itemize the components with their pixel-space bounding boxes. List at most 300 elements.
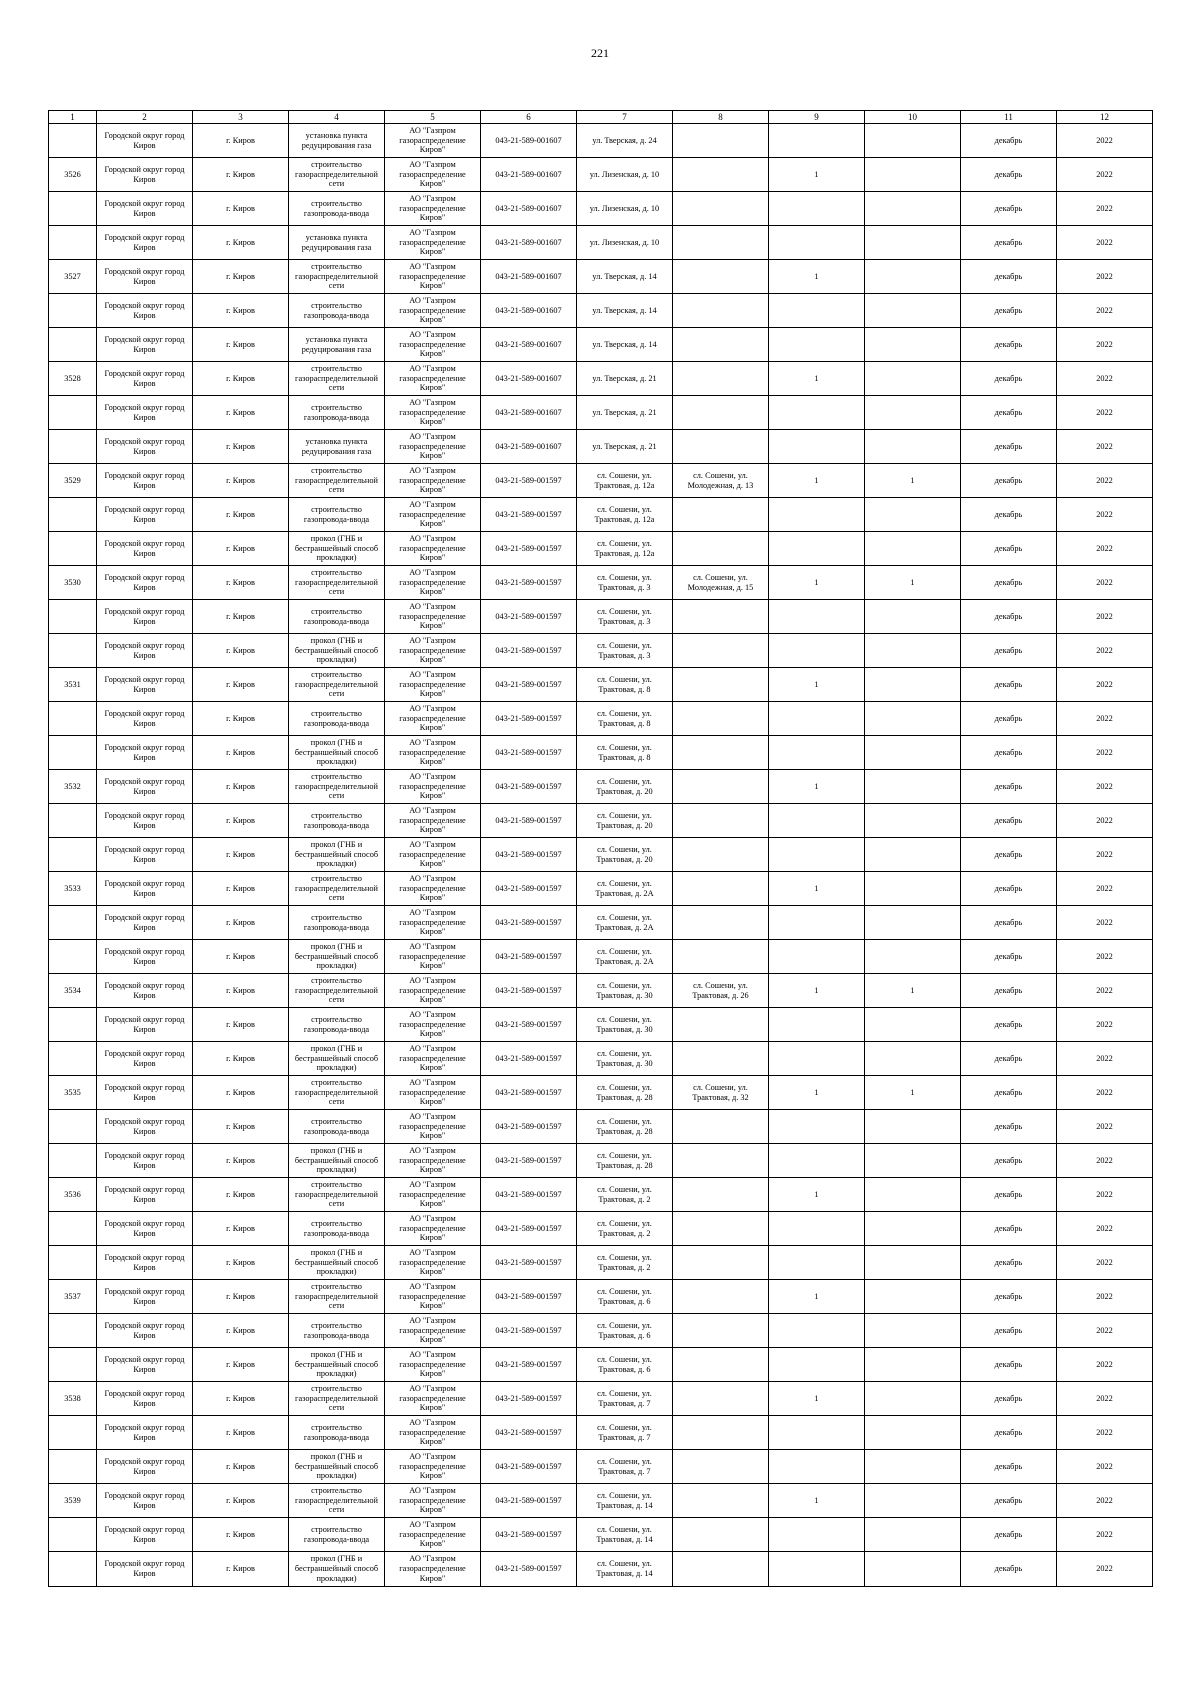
count-cell xyxy=(769,1416,865,1450)
row-number-cell xyxy=(49,532,97,566)
year-cell: 2022 xyxy=(1057,124,1153,158)
count-extra-cell xyxy=(865,260,961,294)
operator-cell: АО "Газпром газораспределение Киров" xyxy=(385,498,481,532)
city-cell: г. Киров xyxy=(193,736,289,770)
table-row xyxy=(49,1042,1153,1076)
municipality-cell: Городской округ город Киров xyxy=(97,668,193,702)
row-number-cell xyxy=(49,1042,97,1076)
operator-cell: АО "Газпром газораспределение Киров" xyxy=(385,226,481,260)
table-row xyxy=(49,328,1153,362)
month-cell: декабрь xyxy=(961,498,1057,532)
year-cell: 2022 xyxy=(1057,770,1153,804)
column-header: 12 xyxy=(1057,111,1153,124)
registry-code-cell: 043-21-589-001607 xyxy=(481,294,577,328)
year-cell: 2022 xyxy=(1057,566,1153,600)
city-cell: г. Киров xyxy=(193,1450,289,1484)
address-cell: сл. Сошени, ул. Трактовая, д. 7 xyxy=(577,1416,673,1450)
count-extra-cell xyxy=(865,634,961,668)
table-row xyxy=(49,1212,1153,1246)
work-type-cell: установка пункта редуцирования газа xyxy=(289,430,385,464)
city-cell: г. Киров xyxy=(193,974,289,1008)
month-cell: декабрь xyxy=(961,906,1057,940)
work-type-cell: прокол (ГНБ и бестраншейный способ прокладки) xyxy=(289,1246,385,1280)
city-cell: г. Киров xyxy=(193,1212,289,1246)
month-cell: декабрь xyxy=(961,1246,1057,1280)
registry-code-cell: 043-21-589-001597 xyxy=(481,1246,577,1280)
count-cell xyxy=(769,396,865,430)
row-number-cell: 3535 xyxy=(49,1076,97,1110)
count-extra-cell xyxy=(865,702,961,736)
municipality-cell: Городской округ город Киров xyxy=(97,804,193,838)
row-number-cell: 3526 xyxy=(49,158,97,192)
month-cell: декабрь xyxy=(961,804,1057,838)
city-cell: г. Киров xyxy=(193,1552,289,1587)
row-number-cell xyxy=(49,1416,97,1450)
address-cell: сл. Сошени, ул. Трактовая, д. 12а xyxy=(577,532,673,566)
operator-cell: АО "Газпром газораспределение Киров" xyxy=(385,1484,481,1518)
address-cell: сл. Сошени, ул. Трактовая, д. 2 xyxy=(577,1178,673,1212)
column-header: 11 xyxy=(961,111,1057,124)
count-cell: 1 xyxy=(769,974,865,1008)
column-header: 5 xyxy=(385,111,481,124)
year-cell: 2022 xyxy=(1057,634,1153,668)
city-cell: г. Киров xyxy=(193,1348,289,1382)
second-address-cell xyxy=(673,668,769,702)
city-cell: г. Киров xyxy=(193,498,289,532)
work-type-cell: прокол (ГНБ и бестраншейный способ прокладки) xyxy=(289,1144,385,1178)
count-cell: 1 xyxy=(769,872,865,906)
month-cell: декабрь xyxy=(961,1416,1057,1450)
count-extra-cell xyxy=(865,158,961,192)
work-type-cell: строительство газораспределительной сети xyxy=(289,260,385,294)
year-cell: 2022 xyxy=(1057,498,1153,532)
work-type-cell: строительство газопровода-ввода xyxy=(289,396,385,430)
work-type-cell: строительство газораспределительной сети xyxy=(289,668,385,702)
count-cell xyxy=(769,600,865,634)
count-extra-cell: 1 xyxy=(865,1076,961,1110)
city-cell: г. Киров xyxy=(193,294,289,328)
work-type-cell: прокол (ГНБ и бестраншейный способ прокладки) xyxy=(289,1450,385,1484)
registry-code-cell: 043-21-589-001597 xyxy=(481,770,577,804)
work-type-cell: прокол (ГНБ и бестраншейный способ прокладки) xyxy=(289,736,385,770)
year-cell: 2022 xyxy=(1057,736,1153,770)
count-extra-cell xyxy=(865,736,961,770)
registry-code-cell: 043-21-589-001597 xyxy=(481,1212,577,1246)
count-cell xyxy=(769,226,865,260)
operator-cell: АО "Газпром газораспределение Киров" xyxy=(385,260,481,294)
municipality-cell: Городской округ город Киров xyxy=(97,124,193,158)
operator-cell: АО "Газпром газораспределение Киров" xyxy=(385,974,481,1008)
count-cell xyxy=(769,804,865,838)
operator-cell: АО "Газпром газораспределение Киров" xyxy=(385,328,481,362)
count-extra-cell xyxy=(865,362,961,396)
city-cell: г. Киров xyxy=(193,1484,289,1518)
registry-code-cell: 043-21-589-001607 xyxy=(481,430,577,464)
month-cell: декабрь xyxy=(961,770,1057,804)
municipality-cell: Городской округ город Киров xyxy=(97,736,193,770)
count-extra-cell xyxy=(865,192,961,226)
second-address-cell xyxy=(673,600,769,634)
row-number-cell: 3533 xyxy=(49,872,97,906)
work-type-cell: строительство газораспределительной сети xyxy=(289,974,385,1008)
municipality-cell: Городской округ город Киров xyxy=(97,192,193,226)
count-cell xyxy=(769,124,865,158)
second-address-cell xyxy=(673,1552,769,1587)
row-number-cell: 3536 xyxy=(49,1178,97,1212)
address-cell: ул. Тверская, д. 14 xyxy=(577,260,673,294)
table-row xyxy=(49,634,1153,668)
column-header: 10 xyxy=(865,111,961,124)
year-cell: 2022 xyxy=(1057,464,1153,498)
second-address-cell xyxy=(673,498,769,532)
operator-cell: АО "Газпром газораспределение Киров" xyxy=(385,872,481,906)
month-cell: декабрь xyxy=(961,464,1057,498)
month-cell: декабрь xyxy=(961,124,1057,158)
row-number-cell xyxy=(49,1450,97,1484)
table-row xyxy=(49,260,1153,294)
operator-cell: АО "Газпром газораспределение Киров" xyxy=(385,464,481,498)
count-cell xyxy=(769,736,865,770)
row-number-cell xyxy=(49,294,97,328)
work-type-cell: строительство газопровода-ввода xyxy=(289,600,385,634)
municipality-cell: Городской округ город Киров xyxy=(97,1450,193,1484)
address-cell: ул. Лизенская, д. 10 xyxy=(577,158,673,192)
operator-cell: АО "Газпром газораспределение Киров" xyxy=(385,1518,481,1552)
year-cell: 2022 xyxy=(1057,158,1153,192)
column-header: 9 xyxy=(769,111,865,124)
count-cell: 1 xyxy=(769,1484,865,1518)
registry-code-cell: 043-21-589-001607 xyxy=(481,362,577,396)
work-type-cell: строительство газораспределительной сети xyxy=(289,1076,385,1110)
year-cell: 2022 xyxy=(1057,1314,1153,1348)
work-type-cell: прокол (ГНБ и бестраншейный способ прокладки) xyxy=(289,532,385,566)
row-number-cell xyxy=(49,124,97,158)
table-row xyxy=(49,498,1153,532)
work-type-cell: строительство газораспределительной сети xyxy=(289,362,385,396)
work-type-cell: строительство газопровода-ввода xyxy=(289,804,385,838)
month-cell: декабрь xyxy=(961,1484,1057,1518)
work-type-cell: прокол (ГНБ и бестраншейный способ прокладки) xyxy=(289,940,385,974)
address-cell: ул. Тверская, д. 24 xyxy=(577,124,673,158)
registry-code-cell: 043-21-589-001597 xyxy=(481,566,577,600)
year-cell: 2022 xyxy=(1057,1246,1153,1280)
month-cell: декабрь xyxy=(961,1008,1057,1042)
address-cell: сл. Сошени, ул. Трактовая, д. 2 xyxy=(577,1246,673,1280)
address-cell: сл. Сошени, ул. Трактовая, д. 28 xyxy=(577,1110,673,1144)
operator-cell: АО "Газпром газораспределение Киров" xyxy=(385,1552,481,1587)
row-number-cell xyxy=(49,736,97,770)
work-type-cell: строительство газопровода-ввода xyxy=(289,294,385,328)
year-cell: 2022 xyxy=(1057,838,1153,872)
city-cell: г. Киров xyxy=(193,566,289,600)
work-type-cell: установка пункта редуцирования газа xyxy=(289,328,385,362)
work-type-cell: строительство газораспределительной сети xyxy=(289,1382,385,1416)
year-cell: 2022 xyxy=(1057,1076,1153,1110)
operator-cell: АО "Газпром газораспределение Киров" xyxy=(385,566,481,600)
count-extra-cell xyxy=(865,1484,961,1518)
count-extra-cell xyxy=(865,804,961,838)
row-number-cell: 3532 xyxy=(49,770,97,804)
work-type-cell: строительство газопровода-ввода xyxy=(289,1416,385,1450)
address-cell: сл. Сошени, ул. Трактовая, д. 30 xyxy=(577,974,673,1008)
count-cell: 1 xyxy=(769,260,865,294)
month-cell: декабрь xyxy=(961,260,1057,294)
year-cell: 2022 xyxy=(1057,702,1153,736)
page-number: 221 xyxy=(591,46,609,60)
municipality-cell: Городской округ город Киров xyxy=(97,634,193,668)
operator-cell: АО "Газпром газораспределение Киров" xyxy=(385,1314,481,1348)
operator-cell: АО "Газпром газораспределение Киров" xyxy=(385,634,481,668)
registry-code-cell: 043-21-589-001607 xyxy=(481,124,577,158)
second-address-cell xyxy=(673,838,769,872)
second-address-cell xyxy=(673,804,769,838)
month-cell: декабрь xyxy=(961,940,1057,974)
address-cell: сл. Сошени, ул. Трактовая, д. 14 xyxy=(577,1518,673,1552)
count-cell: 1 xyxy=(769,464,865,498)
address-cell: сл. Сошени, ул. Трактовая, д. 8 xyxy=(577,736,673,770)
second-address-cell xyxy=(673,1212,769,1246)
work-type-cell: прокол (ГНБ и бестраншейный способ прокладки) xyxy=(289,838,385,872)
month-cell: декабрь xyxy=(961,430,1057,464)
municipality-cell: Городской округ город Киров xyxy=(97,1212,193,1246)
city-cell: г. Киров xyxy=(193,634,289,668)
address-cell: сл. Сошени, ул. Трактовая, д. 7 xyxy=(577,1450,673,1484)
count-extra-cell xyxy=(865,430,961,464)
row-number-cell xyxy=(49,838,97,872)
year-cell: 2022 xyxy=(1057,328,1153,362)
count-cell xyxy=(769,906,865,940)
row-number-cell: 3528 xyxy=(49,362,97,396)
municipality-cell: Городской округ город Киров xyxy=(97,1348,193,1382)
city-cell: г. Киров xyxy=(193,1416,289,1450)
table-row xyxy=(49,804,1153,838)
registry-code-cell: 043-21-589-001597 xyxy=(481,1008,577,1042)
municipality-cell: Городской округ город Киров xyxy=(97,532,193,566)
second-address-cell: сл. Сошени, ул. Молодежная, д. 13 xyxy=(673,464,769,498)
operator-cell: АО "Газпром газораспределение Киров" xyxy=(385,804,481,838)
count-cell xyxy=(769,1008,865,1042)
city-cell: г. Киров xyxy=(193,1144,289,1178)
row-number-cell: 3531 xyxy=(49,668,97,702)
address-cell: сл. Сошени, ул. Трактовая, д. 12а xyxy=(577,464,673,498)
municipality-cell: Городской округ город Киров xyxy=(97,1246,193,1280)
work-type-cell: строительство газораспределительной сети xyxy=(289,1484,385,1518)
municipality-cell: Городской округ город Киров xyxy=(97,906,193,940)
row-number-cell xyxy=(49,192,97,226)
city-cell: г. Киров xyxy=(193,668,289,702)
month-cell: декабрь xyxy=(961,1348,1057,1382)
count-extra-cell xyxy=(865,396,961,430)
municipality-cell: Городской округ город Киров xyxy=(97,464,193,498)
count-extra-cell xyxy=(865,1212,961,1246)
second-address-cell xyxy=(673,634,769,668)
work-type-cell: строительство газопровода-ввода xyxy=(289,1008,385,1042)
count-extra-cell xyxy=(865,1552,961,1587)
count-extra-cell xyxy=(865,294,961,328)
table-row xyxy=(49,1348,1153,1382)
registry-code-cell: 043-21-589-001597 xyxy=(481,1144,577,1178)
address-cell: сл. Сошени, ул. Трактовая, д. 2А xyxy=(577,872,673,906)
month-cell: декабрь xyxy=(961,974,1057,1008)
registry-code-cell: 043-21-589-001597 xyxy=(481,532,577,566)
count-cell xyxy=(769,1450,865,1484)
city-cell: г. Киров xyxy=(193,1314,289,1348)
municipality-cell: Городской округ город Киров xyxy=(97,600,193,634)
work-type-cell: строительство газопровода-ввода xyxy=(289,1314,385,1348)
second-address-cell xyxy=(673,192,769,226)
row-number-cell: 3538 xyxy=(49,1382,97,1416)
work-type-cell: строительство газораспределительной сети xyxy=(289,1280,385,1314)
work-type-cell: строительство газопровода-ввода xyxy=(289,906,385,940)
month-cell: декабрь xyxy=(961,1110,1057,1144)
year-cell: 2022 xyxy=(1057,1416,1153,1450)
operator-cell: АО "Газпром газораспределение Киров" xyxy=(385,1280,481,1314)
second-address-cell xyxy=(673,1416,769,1450)
city-cell: г. Киров xyxy=(193,1246,289,1280)
city-cell: г. Киров xyxy=(193,1110,289,1144)
municipality-cell: Городской округ город Киров xyxy=(97,838,193,872)
year-cell: 2022 xyxy=(1057,1484,1153,1518)
municipality-cell: Городской округ город Киров xyxy=(97,1314,193,1348)
count-cell xyxy=(769,1144,865,1178)
count-extra-cell xyxy=(865,498,961,532)
row-number-cell xyxy=(49,906,97,940)
count-cell xyxy=(769,1246,865,1280)
count-extra-cell xyxy=(865,940,961,974)
count-cell: 1 xyxy=(769,1382,865,1416)
table-row xyxy=(49,396,1153,430)
year-cell: 2022 xyxy=(1057,940,1153,974)
address-cell: сл. Сошени, ул. Трактовая, д. 6 xyxy=(577,1314,673,1348)
column-header: 8 xyxy=(673,111,769,124)
count-extra-cell xyxy=(865,124,961,158)
month-cell: декабрь xyxy=(961,736,1057,770)
second-address-cell xyxy=(673,124,769,158)
second-address-cell xyxy=(673,226,769,260)
second-address-cell xyxy=(673,1178,769,1212)
count-extra-cell xyxy=(865,906,961,940)
address-cell: ул. Тверская, д. 21 xyxy=(577,430,673,464)
table-row xyxy=(49,600,1153,634)
operator-cell: АО "Газпром газораспределение Киров" xyxy=(385,838,481,872)
operator-cell: АО "Газпром газораспределение Киров" xyxy=(385,1212,481,1246)
operator-cell: АО "Газпром газораспределение Киров" xyxy=(385,1008,481,1042)
table-row xyxy=(49,1246,1153,1280)
municipality-cell: Городской округ город Киров xyxy=(97,396,193,430)
municipality-cell: Городской округ город Киров xyxy=(97,940,193,974)
municipality-cell: Городской округ город Киров xyxy=(97,1382,193,1416)
count-cell xyxy=(769,192,865,226)
operator-cell: АО "Газпром газораспределение Киров" xyxy=(385,1178,481,1212)
month-cell: декабрь xyxy=(961,396,1057,430)
month-cell: декабрь xyxy=(961,192,1057,226)
month-cell: декабрь xyxy=(961,1382,1057,1416)
registry-code-cell: 043-21-589-001597 xyxy=(481,1382,577,1416)
row-number-cell xyxy=(49,1552,97,1587)
city-cell: г. Киров xyxy=(193,192,289,226)
year-cell: 2022 xyxy=(1057,430,1153,464)
work-type-cell: строительство газораспределительной сети xyxy=(289,770,385,804)
count-extra-cell xyxy=(865,1144,961,1178)
operator-cell: АО "Газпром газораспределение Киров" xyxy=(385,668,481,702)
city-cell: г. Киров xyxy=(193,260,289,294)
column-header: 7 xyxy=(577,111,673,124)
municipality-cell: Городской округ город Киров xyxy=(97,328,193,362)
table-row xyxy=(49,702,1153,736)
address-cell: сл. Сошени, ул. Трактовая, д. 28 xyxy=(577,1076,673,1110)
municipality-cell: Городской округ город Киров xyxy=(97,1280,193,1314)
address-cell: ул. Лизенская, д. 10 xyxy=(577,192,673,226)
second-address-cell xyxy=(673,940,769,974)
count-extra-cell xyxy=(865,226,961,260)
count-cell xyxy=(769,1348,865,1382)
second-address-cell xyxy=(673,260,769,294)
count-cell xyxy=(769,532,865,566)
registry-code-cell: 043-21-589-001597 xyxy=(481,940,577,974)
table-row xyxy=(49,1008,1153,1042)
work-type-cell: строительство газораспределительной сети xyxy=(289,158,385,192)
month-cell: декабрь xyxy=(961,634,1057,668)
second-address-cell xyxy=(673,362,769,396)
table-row xyxy=(49,838,1153,872)
registry-code-cell: 043-21-589-001607 xyxy=(481,192,577,226)
operator-cell: АО "Газпром газораспределение Киров" xyxy=(385,396,481,430)
row-number-cell xyxy=(49,498,97,532)
registry-code-cell: 043-21-589-001597 xyxy=(481,668,577,702)
municipality-cell: Городской округ город Киров xyxy=(97,1144,193,1178)
second-address-cell xyxy=(673,396,769,430)
month-cell: декабрь xyxy=(961,1042,1057,1076)
month-cell: декабрь xyxy=(961,838,1057,872)
table-row xyxy=(49,906,1153,940)
table-row xyxy=(49,192,1153,226)
registry-code-cell: 043-21-589-001597 xyxy=(481,1110,577,1144)
row-number-cell xyxy=(49,634,97,668)
city-cell: г. Киров xyxy=(193,124,289,158)
table-body xyxy=(49,124,1153,1587)
year-cell: 2022 xyxy=(1057,226,1153,260)
address-cell: сл. Сошени, ул. Трактовая, д. 30 xyxy=(577,1008,673,1042)
year-cell: 2022 xyxy=(1057,600,1153,634)
table-row xyxy=(49,770,1153,804)
city-cell: г. Киров xyxy=(193,770,289,804)
city-cell: г. Киров xyxy=(193,430,289,464)
year-cell: 2022 xyxy=(1057,396,1153,430)
municipality-cell: Городской округ город Киров xyxy=(97,430,193,464)
address-cell: сл. Сошени, ул. Трактовая, д. 2А xyxy=(577,940,673,974)
address-cell: сл. Сошени, ул. Трактовая, д. 8 xyxy=(577,668,673,702)
municipality-cell: Городской округ город Киров xyxy=(97,1008,193,1042)
operator-cell: АО "Газпром газораспределение Киров" xyxy=(385,1450,481,1484)
count-cell xyxy=(769,940,865,974)
row-number-cell xyxy=(49,804,97,838)
table-row xyxy=(49,668,1153,702)
count-cell xyxy=(769,498,865,532)
year-cell: 2022 xyxy=(1057,362,1153,396)
operator-cell: АО "Газпром газораспределение Киров" xyxy=(385,1246,481,1280)
count-cell xyxy=(769,702,865,736)
count-extra-cell xyxy=(865,1246,961,1280)
address-cell: сл. Сошени, ул. Трактовая, д. 8 xyxy=(577,702,673,736)
city-cell: г. Киров xyxy=(193,226,289,260)
month-cell: декабрь xyxy=(961,600,1057,634)
row-number-cell xyxy=(49,1110,97,1144)
address-cell: сл. Сошени, ул. Трактовая, д. 30 xyxy=(577,1042,673,1076)
year-cell: 2022 xyxy=(1057,1280,1153,1314)
second-address-cell xyxy=(673,1110,769,1144)
row-number-cell: 3529 xyxy=(49,464,97,498)
count-extra-cell xyxy=(865,1042,961,1076)
